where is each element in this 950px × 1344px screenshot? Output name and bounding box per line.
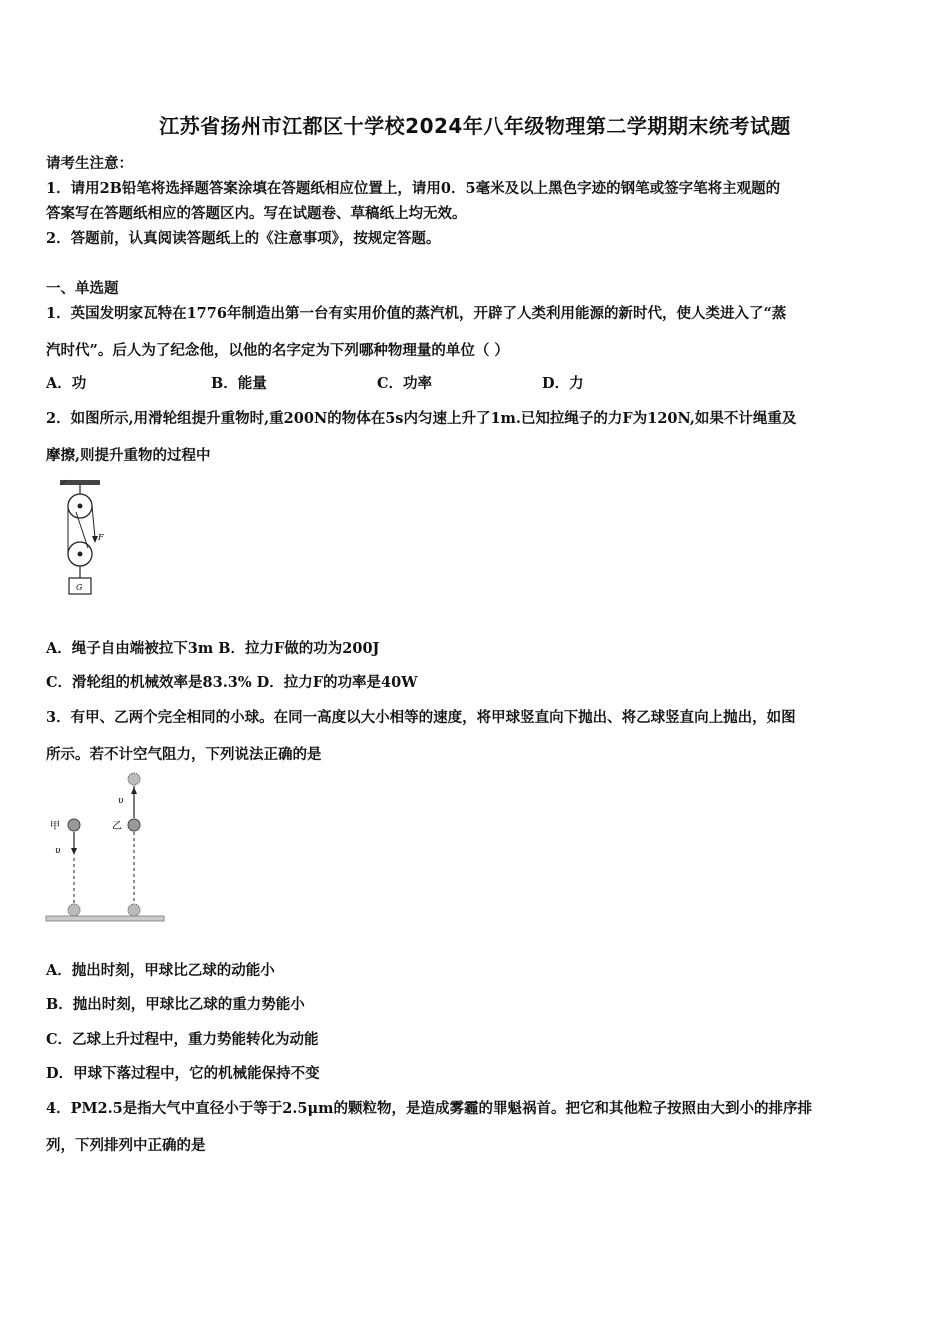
pulley-system-figure — [52, 478, 112, 600]
thrown-balls-figure — [44, 768, 168, 926]
ball-label-a: 甲 — [50, 821, 60, 832]
q1-option-a: A．功 — [46, 375, 87, 392]
q1-option-d: D．力 — [542, 375, 584, 392]
q2-options-cd: C．滑轮组的机械效率是83.3% D．拉力F的功率是40W — [46, 674, 418, 691]
weight-label: G — [76, 583, 83, 592]
velocity-label-b: υ — [118, 796, 124, 806]
velocity-label-a: υ — [55, 846, 61, 856]
q1-stem-line-1: 1．英国发明家瓦特在1776年制造出第一台有实用价值的蒸汽机，开辟了人类利用能源的新时代，使人类进入了“蒸 — [46, 305, 787, 322]
q2-stem-line-1: 2．如图所示,用滑轮组提升重物时,重200N的物体在5s内匀速上升了1m.已知拉绳子的力F为120N,如果不计绳重及 — [46, 410, 797, 427]
notice-item-1-line-1: 1．请用2B铅笔将选择题答案涂填在答题纸相应位置上，请用0．5毫米及以上黑色字迹的钢笔或签字笔将主观题的 — [46, 180, 781, 197]
q3-option-b: B．抛出时刻，甲球比乙球的重力势能小 — [46, 996, 305, 1013]
q3-option-a: A．抛出时刻，甲球比乙球的动能小 — [46, 962, 275, 979]
ball-label-b: 乙 — [112, 821, 122, 832]
q4-stem-line-1: 4．PM2.5是指大气中直径小于等于2.5μm的颗粒物，是造成雾霾的罪魁祸首。把它和其他粒子按照由大到小的排序排 — [46, 1100, 812, 1117]
q3-stem-line-1: 3．有甲、乙两个完全相同的小球。在同一高度以大小相等的速度，将甲球竖直向下抛出、将乙球竖直向上抛出，如图 — [46, 709, 796, 726]
q3-stem-line-2: 所示。若不计空气阻力，下列说法正确的是 — [46, 746, 322, 763]
q4-stem-line-2: 列，下列排列中正确的是 — [46, 1137, 206, 1154]
q3-option-c: C．乙球上升过程中，重力势能转化为动能 — [46, 1031, 319, 1048]
page-title: 江苏省扬州市江都区十学校2024年八年级物理第二学期期末统考试题 — [159, 114, 791, 138]
q1-option-c: C．功率 — [377, 375, 433, 392]
q3-option-d: D．甲球下落过程中，它的机械能保持不变 — [46, 1065, 320, 1082]
q1-stem-line-2: 汽时代”。后人为了纪念他，以他的名字定为下列哪种物理量的单位（ ） — [46, 342, 509, 359]
notice-item-2: 2．答题前，认真阅读答题纸上的《注意事项》，按规定答题。 — [46, 230, 441, 247]
section-heading-single-choice: 一、单选题 — [46, 280, 119, 297]
notice-heading: 请考生注意： — [46, 155, 133, 172]
q2-stem-line-2: 摩擦,则提升重物的过程中 — [46, 447, 211, 464]
q1-option-b: B．能量 — [211, 375, 267, 392]
force-label: F — [98, 533, 104, 542]
q2-options-ab: A．绳子自由端被拉下3m B．拉力F做的功为200J — [46, 640, 380, 657]
notice-item-1-line-2: 答案写在答题纸相应的答题区内。写在试题卷、草稿纸上均无效。 — [46, 205, 467, 222]
